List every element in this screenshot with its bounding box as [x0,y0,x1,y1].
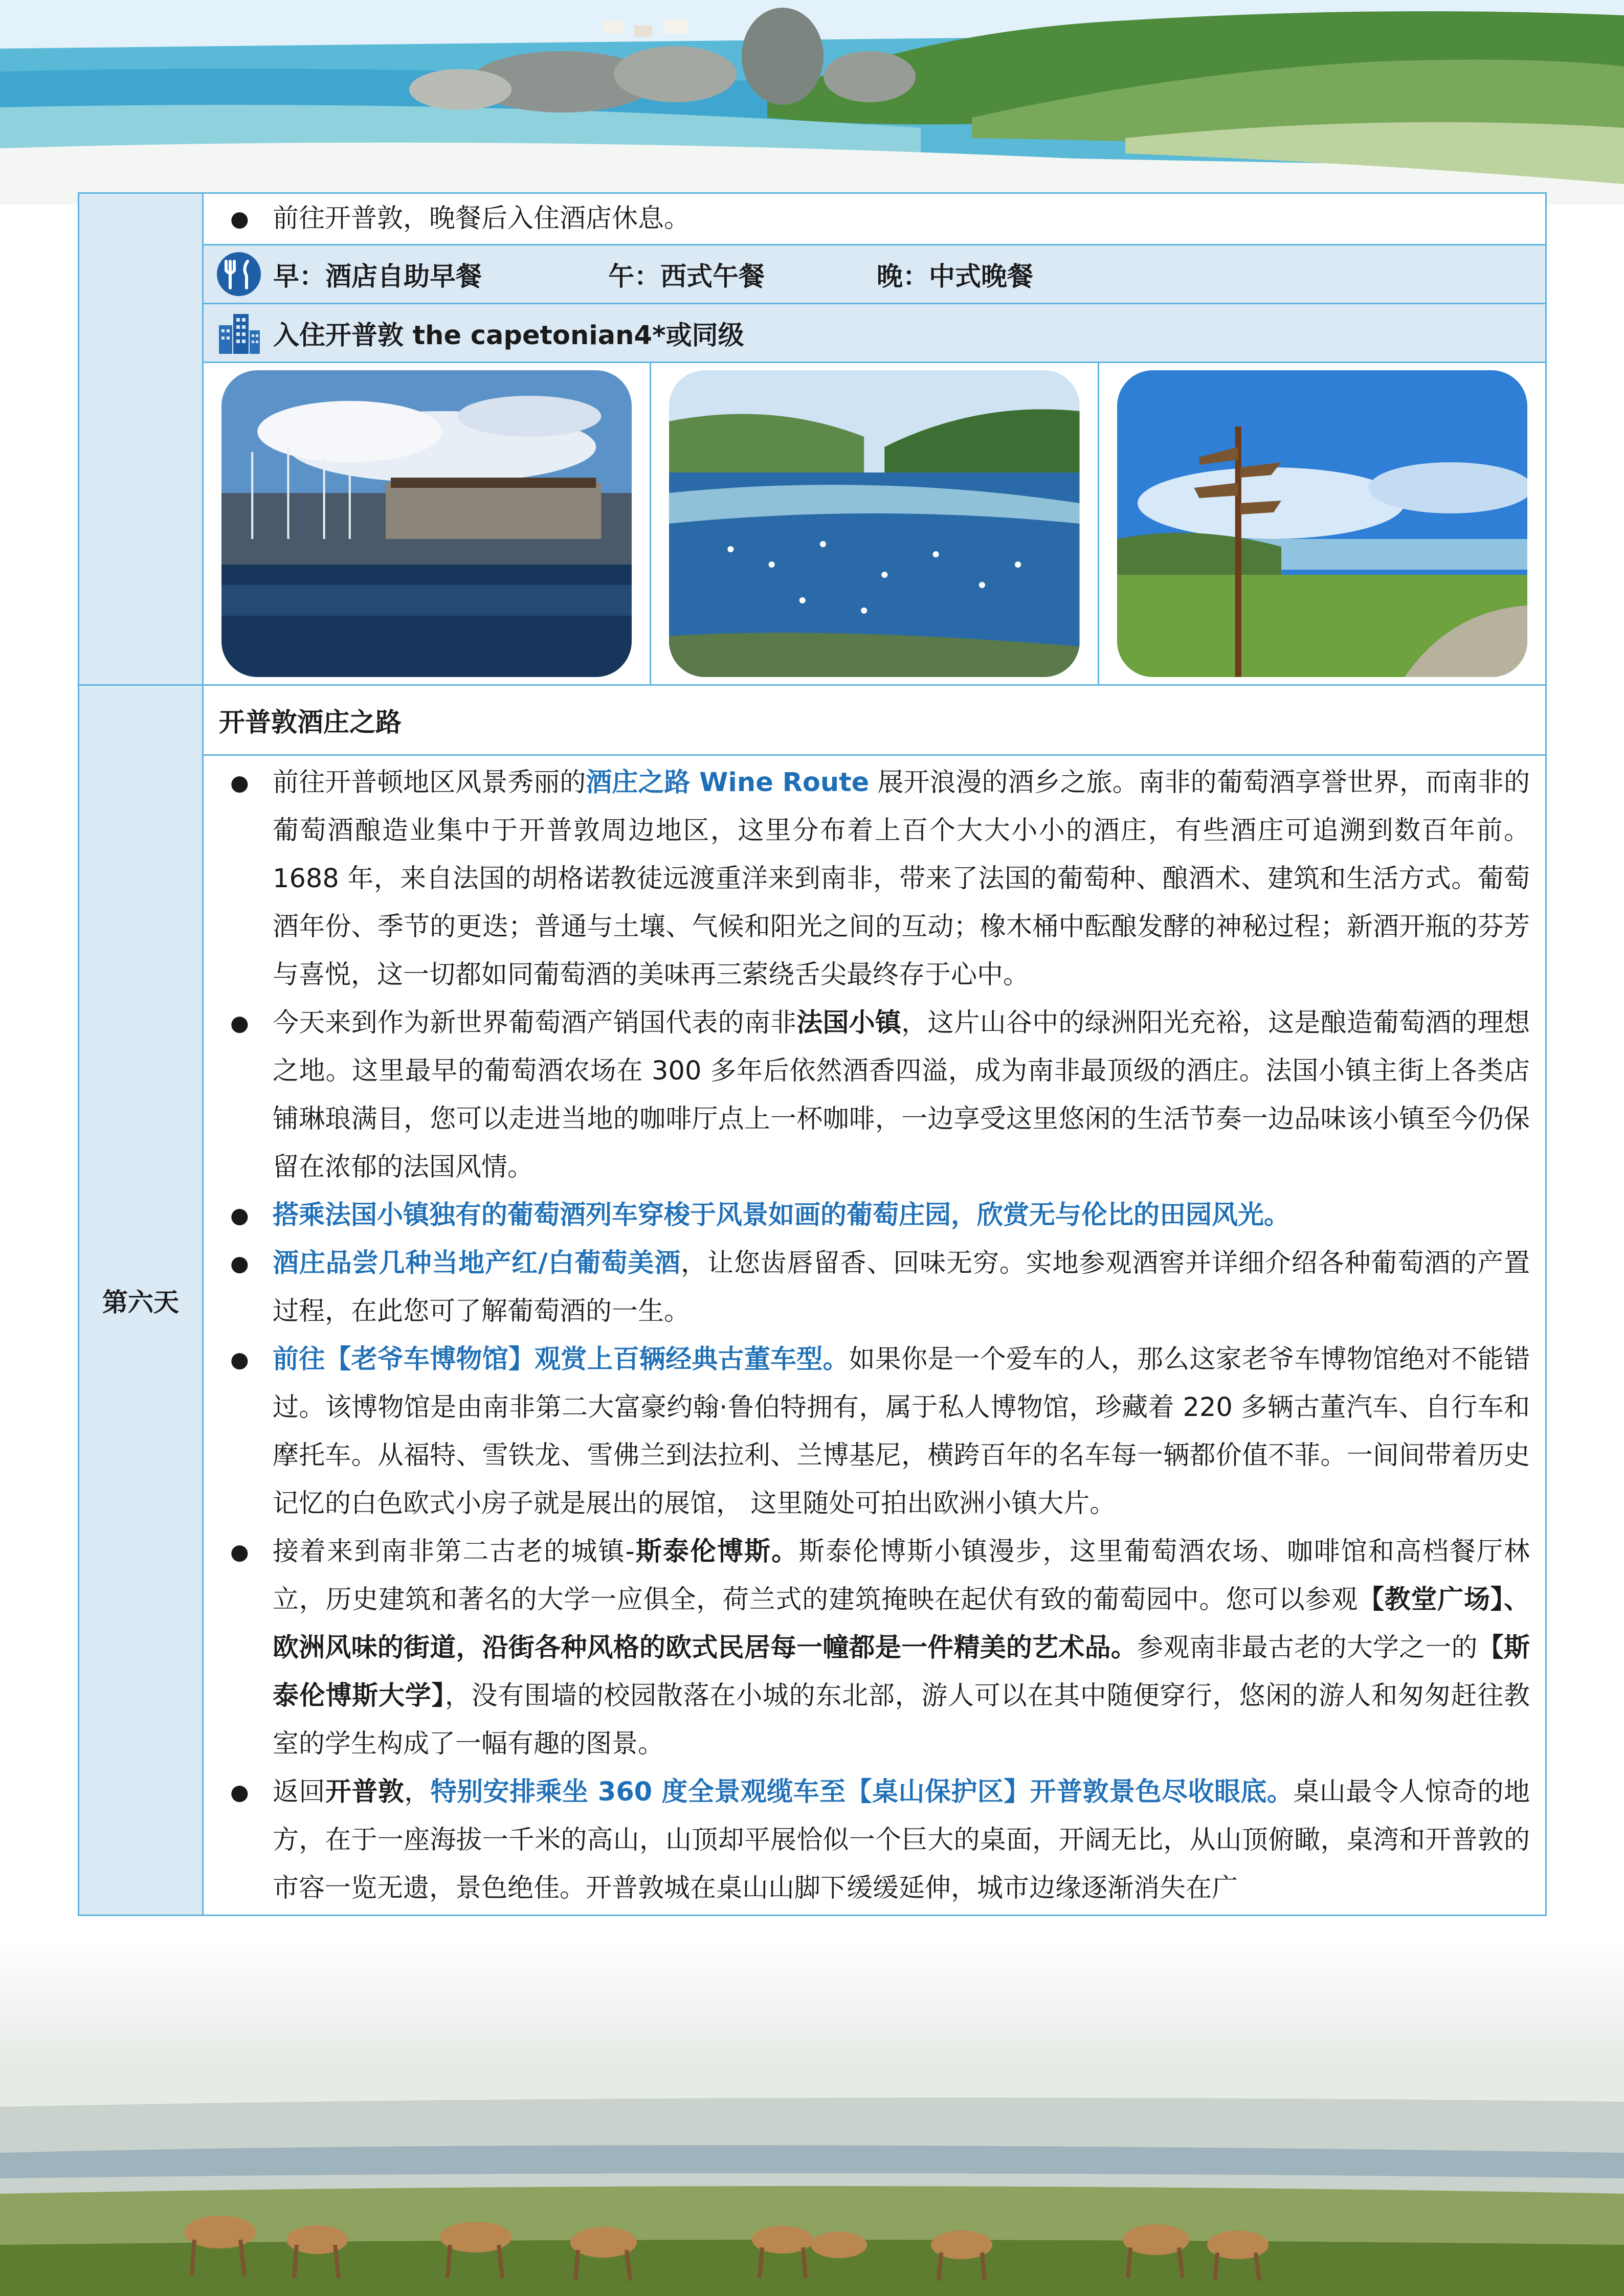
list-item [219,999,1530,1191]
table-mountain-paragraph [273,1768,1530,1912]
highlight-motor-museum: 前往【老爷车博物馆】观赏上百辆经典古董车型。 [273,1344,849,1375]
text-span: 斯泰伦博斯小镇漫步，这里葡萄酒农场、咖啡馆和高档餐厅林立，历史建筑和著名的大学一应俱全，荷兰式的建筑掩映在起伏有致的葡萄园中。您可以参观 [273,1537,1530,1615]
hotel-building-icon [216,310,262,356]
dinner-text: 晚：中式晚餐 [877,262,1034,292]
day5-bullet [204,194,1545,244]
list-item [219,1528,1530,1768]
bullet-icon: ● [230,1251,249,1276]
list-item [219,1191,1530,1240]
highlight-wine-tram: 搭乘法国小镇独有的葡萄酒列车穿梭于风景如画的葡萄庄园，欣赏无与伦比的田园风光。 [273,1200,1291,1230]
day5-row [79,193,1546,685]
text-span: 展开浪漫的酒乡之旅。南非的葡萄酒享誉世界，而南非的葡萄酒酿造业集中于开普敦周边地区，这里分布着上百个大大小小的酒庄，有些酒庄可追溯到数百年前。1688 年，来自法国的胡格诺教徒远渡重洋来到南非，带来了法国的葡萄种、酿酒术、建筑和生活方式。葡萄酒年份、季节的更迭；普通与土壤、气候和阳光之间的互动；橡木桶中酝酿发酵的神秘过程；新酒开瓶的芬芳与喜悦，这一切都如同葡萄酒的美味再三萦绕舌尖最终存于心中。 [273,768,1530,990]
text-span: ，让您齿唇留香、回味无穷。实地参观酒窖并详细介绍各种葡萄酒的产置过程，在此您可了解葡萄酒的一生。 [273,1248,1530,1326]
day6-row [79,685,1546,1916]
bold-french-town: 法国小镇 [796,1008,902,1038]
day6-label-cell: 第六天 [79,685,203,1916]
springbok-savanna-image [0,1938,1624,2296]
coastal-scenery-image [0,0,1624,205]
signpost-lawn-photo [1117,370,1528,677]
highlight-wine-tasting: 酒庄品尝几种当地产红/白葡萄美酒 [273,1248,681,1278]
list-item [219,195,1530,243]
photo-cell [651,363,1099,684]
bold-stellenbosch: 斯泰伦博斯。 [634,1537,799,1567]
bullet-icon: ● [230,770,249,795]
text-span: ， [404,1777,431,1807]
itinerary-table [78,192,1547,1916]
text-span: ，没有围墙的校园散落在小城的东北部，游人可以在其中随便穿行，悠闲的游人和匆匆赶往教室的学生构成了一幅有趣的图景。 [273,1681,1530,1759]
text-span: 桌山最令人惊奇的地方，在于一座海拔一千米的高山，山顶却平展恰似一个巨大的桌面，开阔无比，从山顶俯瞰，桌湾和开普敦的市容一览无遗，景色绝佳。开普敦城在桌山山脚下缓缓延伸，城市边缘逐渐消失在广 [273,1777,1530,1903]
photo-cell [1099,363,1545,684]
bullet-icon: ● [230,1203,249,1228]
bullet-icon: ● [230,206,249,231]
bold-stellenbosch-university: 【斯泰伦博斯大学】 [273,1633,1530,1711]
lunch-text: 午：西式午餐 [608,262,765,292]
meals-row [204,244,1545,303]
text-span: 如果你是一个爱车的人，那么这家老爷车博物馆绝对不能错过。该博物馆是由南非第二大富豪约翰·鲁伯特拥有，属于私人博物馆，珍藏着 220 多辆古董汽车、自行车和摩托车。从福特、雪铁龙、雪佛兰到法拉利、兰博基尼，横跨百年的名车每一辆都价值不菲。一间间带着历史记忆的白色欧式小房子就是展出的展馆， 这里随处可拍出欧洲小镇大片。 [273,1344,1530,1519]
text-span: 接着来到南非第二古老的城镇- [273,1537,635,1567]
day6-content-cell [203,685,1546,1916]
harbour-waterfront-photo [221,370,632,677]
wine-tram-paragraph [273,1191,1530,1240]
stellenbosch-paragraph [273,1528,1530,1768]
list-item [219,1768,1530,1912]
highlight-cable-car: 特别安排乘坐 360 度全景观缆车至【桌山保护区】开普敦景色尽收眼底。 [430,1777,1294,1807]
hotel-text: 入住开普敦 the capetonian4*或同级 [273,321,744,351]
bullet-icon: ● [230,1347,249,1372]
hotel-row [204,303,1545,362]
photo-cell [204,363,651,684]
bullet-icon: ● [230,1539,249,1564]
wine-tasting-paragraph [273,1240,1530,1336]
bold-cape-town: 开普敦 [325,1777,405,1807]
text-span: 今天来到作为新世界葡萄酒产销国代表的南非 [273,1008,797,1038]
list-item [219,759,1530,999]
breakfast-text: 早：酒店自助早餐 [273,262,482,292]
day6-title: 开普敦酒庄之路 [204,686,1545,756]
day5-content-cell [203,193,1546,685]
photo-strip [204,362,1545,684]
footer-savanna-banner [0,1938,1624,2296]
text-span: 返回 [273,1777,325,1807]
day6-description [204,756,1545,1915]
text-span: 前往开普顿地区风景秀丽的 [273,768,586,798]
bullet-icon: ● [230,1010,249,1036]
text-span: ，这片山谷中的绿洲阳光充裕，这是酿造葡萄酒的理想之地。这里最早的葡萄酒农场在 300 多年后依然酒香四溢，成为南非最顶级的酒庄。法国小镇主街上各类店铺琳琅满目，您可以走进当地的咖啡厅点上一杯咖啡，一边享受这里悠闲的生活节奏一边品味该小镇至今仍保留在浓郁的法国风情。 [273,1008,1530,1182]
list-item [219,1240,1530,1336]
wine-route-paragraph [273,759,1530,999]
motor-museum-paragraph [273,1336,1530,1528]
text-span: 参观南非最古老的大学之一的 [1137,1633,1478,1663]
franschhoek-paragraph [273,999,1530,1191]
header-scenery-banner [0,0,1624,205]
bold-church-square: 【教堂广场】、欧洲风味的街道，沿街各种风格的欧式民居每一幢都是一件精美的艺术品。 [273,1585,1530,1663]
day5-label-cell [79,193,203,685]
lagoon-heads-photo [669,370,1080,677]
bullet-text: 前往开普敦，晚餐后入住酒店休息。 [273,204,691,234]
bullet-icon: ● [230,1780,249,1805]
dining-icon [216,251,262,297]
list-item [219,1336,1530,1528]
highlight-wine-route: 酒庄之路 Wine Route [586,768,870,798]
